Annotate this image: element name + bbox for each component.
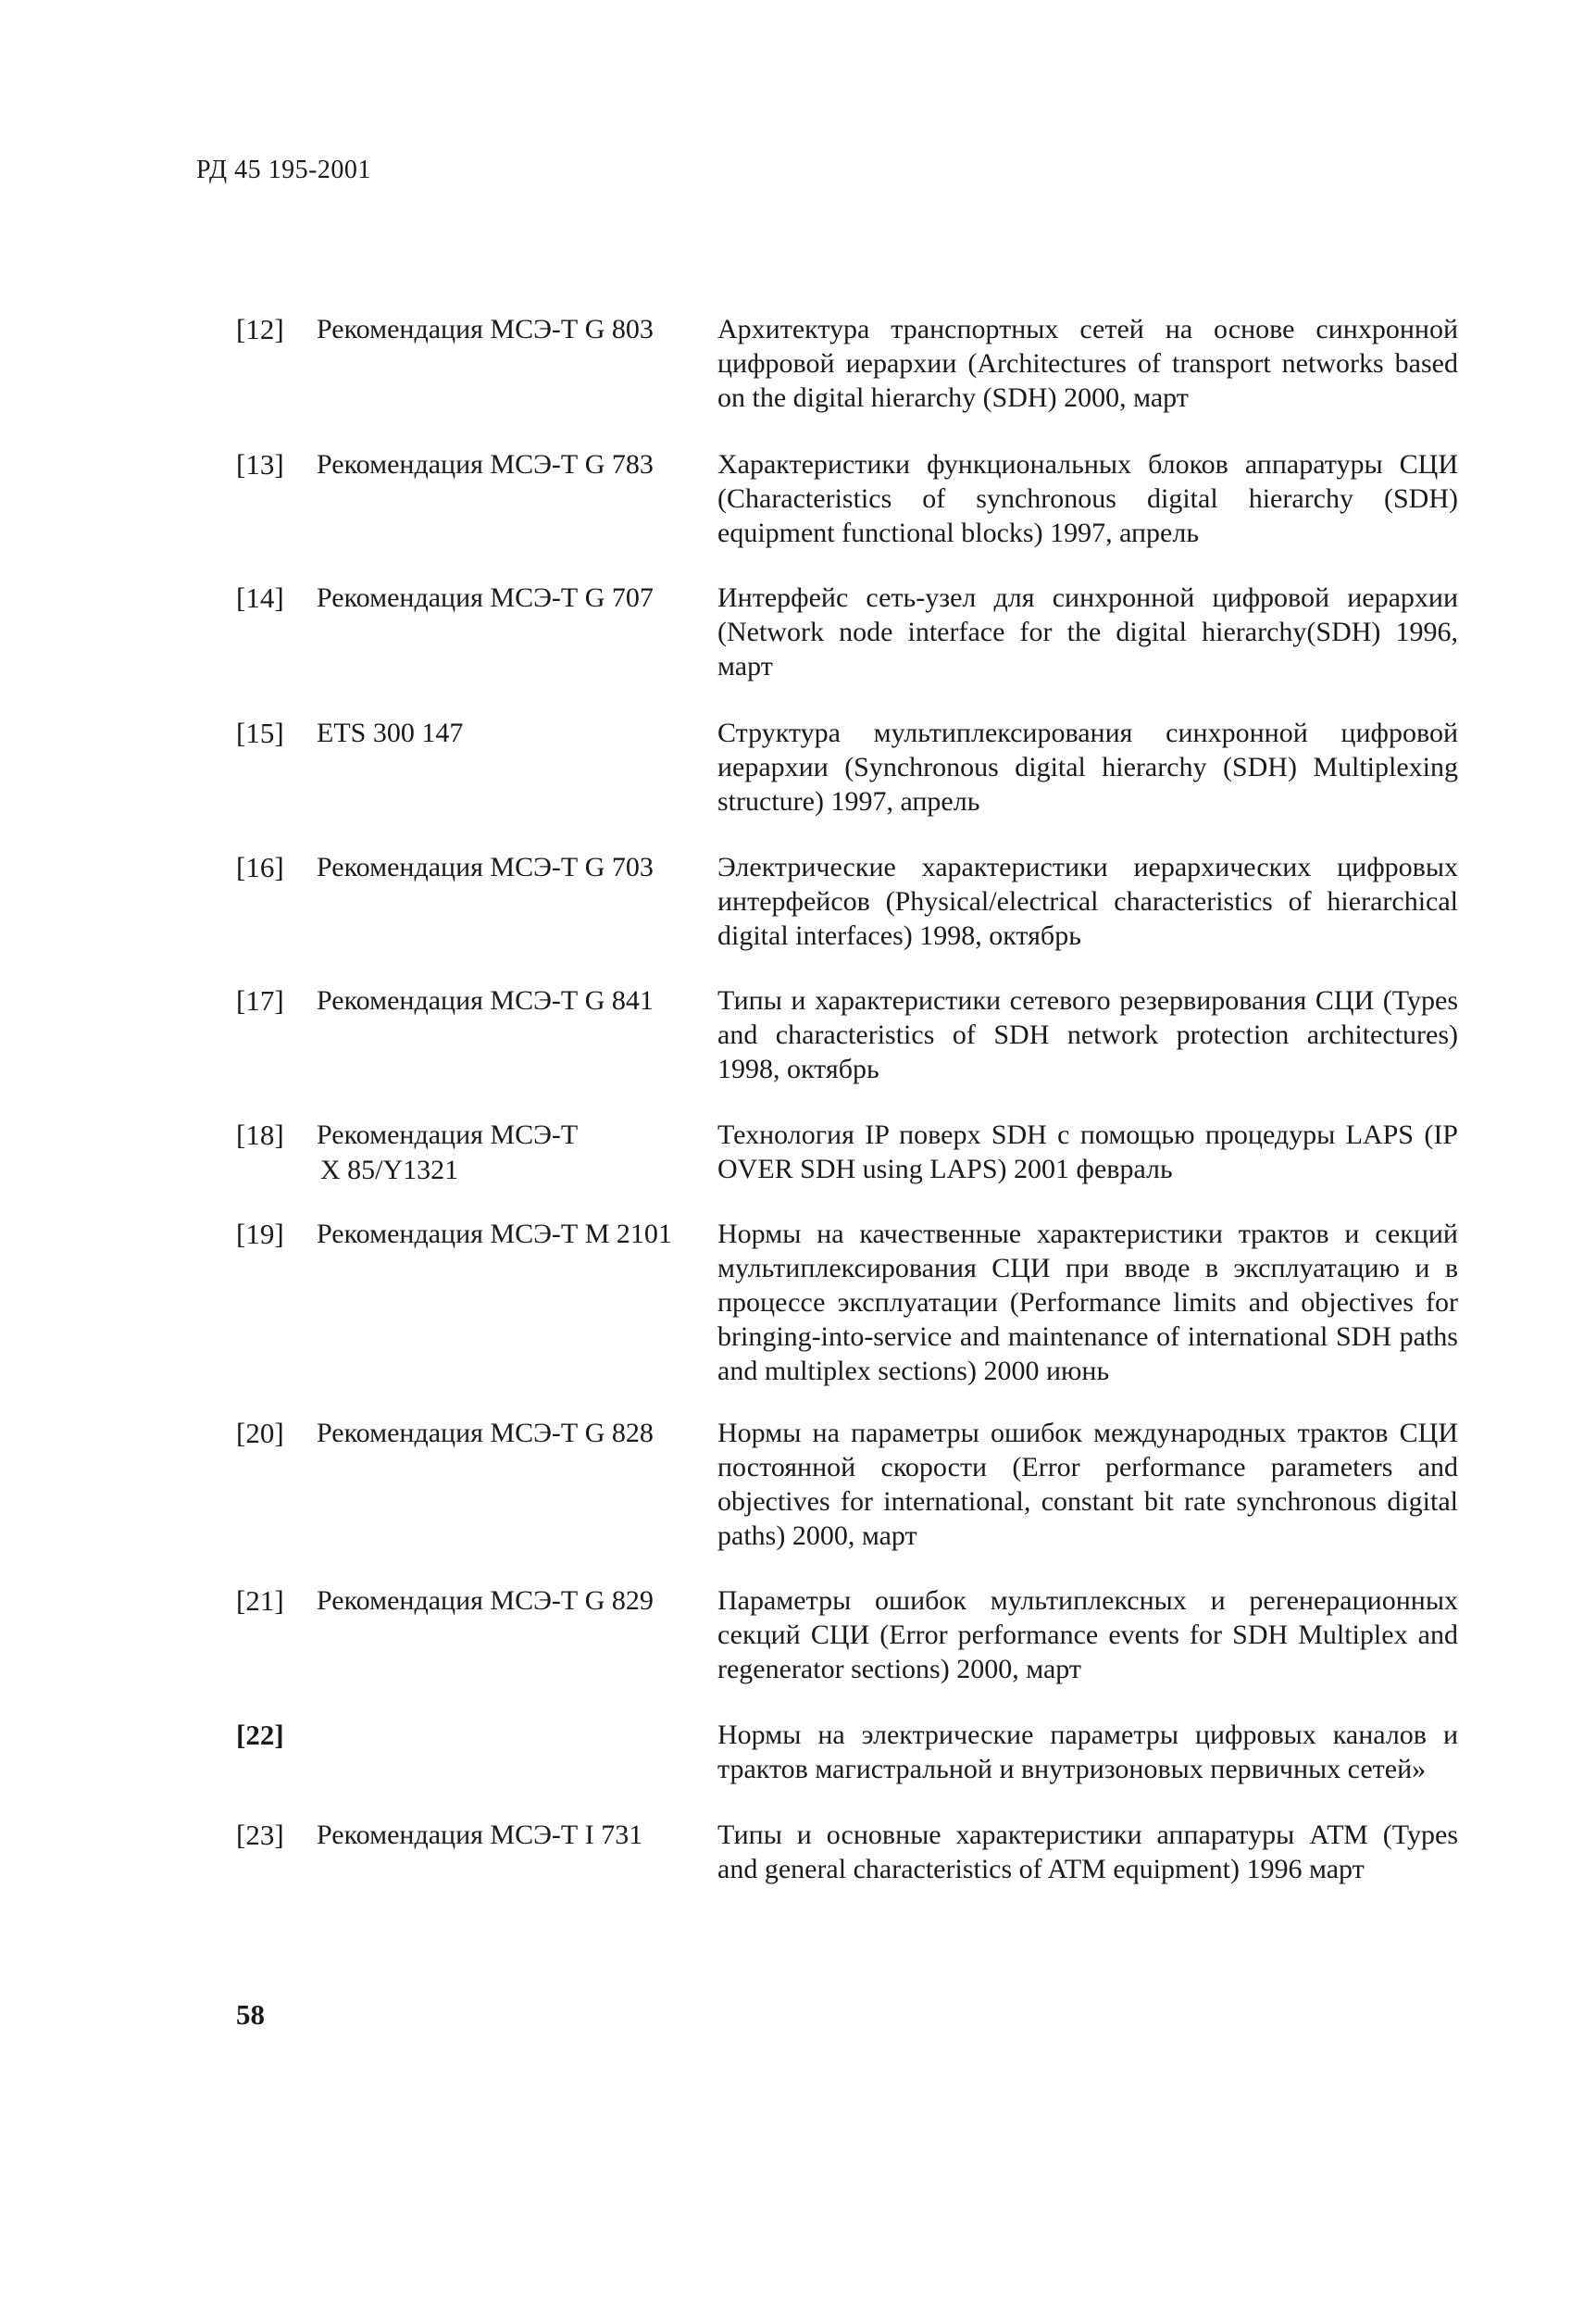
reference-source-line: Рекомендация МСЭ-Т G 783 — [317, 449, 654, 480]
reference-number: [21] — [236, 1584, 284, 1617]
reference-source — [317, 312, 687, 347]
reference-description: Нормы на качественные характеристики трактов и секций мультиплексирования СЦИ при вводе в эксплуатацию и в процессе эксплуатации (Performance limits and objectives for bringing-into-service and maintenance of international SDH paths and multiplex sections) 2000 июнь — [717, 1219, 1458, 1386]
reference-source — [317, 1583, 687, 1619]
page-number: 58 — [236, 1998, 265, 2031]
reference-number: [14] — [236, 582, 284, 614]
reference-number: [23] — [236, 1819, 284, 1851]
reference-description: Нормы на параметры ошибок международных трактов СЦИ постоянной скорости (Error performance parameters and objectives for international, constant bit rate synchronous digital paths) 2000, март — [717, 1418, 1458, 1551]
reference-source-line: ETS 300 147 — [317, 718, 464, 748]
reference-source — [317, 1818, 687, 1853]
reference-description: Типы и характеристики сетевого резервирования СЦИ (Types and characteristics of SDH network protection architectures) 1998, октябрь — [717, 985, 1458, 1084]
reference-description: Интерфейс сеть-узел для синхронной цифровой иерархии (Network node interface for the digital hierarchy(SDH) 1996, март — [717, 582, 1458, 682]
reference-description: Структура мультиплексирования синхронной цифровой иерархии (Synchronous digital hierarchy (SDH) Multiplexing structure) 1997, апрель — [717, 718, 1458, 817]
reference-number: [20] — [236, 1417, 284, 1449]
reference-source — [317, 1416, 687, 1451]
reference-description: Нормы на электрические параметры цифровых каналов и трактов магистральной и внутризоновых первичных сетей» — [717, 1720, 1458, 1784]
reference-source — [317, 447, 687, 482]
reference-description: Архитектура транспортных сетей на основе синхронной цифровой иерархии (Architectures of transport networks based on the digital hierarchy (SDH) 2000, март — [717, 314, 1458, 413]
reference-source — [317, 1118, 687, 1188]
reference-source-line: Рекомендация МСЭ-Т I 731 — [317, 1820, 643, 1850]
reference-source-line: Рекомендация МСЭ-Т М 2101 — [317, 1219, 672, 1249]
reference-source — [317, 850, 687, 885]
reference-source-line: Рекомендация МСЭ-Т G 828 — [317, 1418, 654, 1448]
reference-source — [317, 581, 687, 616]
reference-source-line: Рекомендация МСЭ-Т — [317, 1119, 579, 1150]
reference-source — [317, 983, 687, 1019]
document-code: РД 45 195-2001 — [196, 156, 371, 184]
reference-source-line: Рекомендация МСЭ-Т G 841 — [317, 985, 654, 1016]
reference-source-line: Рекомендация МСЭ-Т G 829 — [317, 1585, 654, 1616]
reference-number: [18] — [236, 1119, 284, 1151]
reference-number: [17] — [236, 984, 284, 1017]
reference-number: [22] — [236, 1719, 284, 1751]
reference-number: [19] — [236, 1218, 284, 1250]
reference-source — [317, 1217, 687, 1252]
reference-source-line: Рекомендация МСЭ-Т G 803 — [317, 314, 654, 344]
reference-description: Типы и основные характеристики аппаратуры АТМ (Types and general characteristics of ATM equipment) 1996 март — [717, 1820, 1458, 1884]
reference-source-line: Рекомендация МСЭ-Т G 707 — [317, 582, 654, 613]
reference-description: Электрические характеристики иерархических цифровых интерфейсов (Physical/electrical characteristics of hierarchical digital interfaces) 1998, октябрь — [717, 852, 1458, 951]
reference-number: [13] — [236, 448, 284, 481]
reference-source-line: X 85/Y1321 — [320, 1155, 459, 1185]
reference-description: Параметры ошибок мультиплексных и регенерационных секций СЦИ (Error performance events for SDH Multiplex and regenerator sections) 2000, март — [717, 1585, 1458, 1684]
reference-description: Технология IP поверх SDH с помощью процедуры LAPS (IP OVER SDH using LAPS) 2001 февраль — [717, 1119, 1458, 1184]
reference-number: [16] — [236, 851, 284, 883]
reference-number: [12] — [236, 313, 284, 345]
reference-source-line: Рекомендация МСЭ-Т G 703 — [317, 852, 654, 882]
reference-source — [317, 716, 687, 751]
reference-number: [15] — [236, 717, 284, 749]
reference-description: Характеристики функциональных блоков аппаратуры СЦИ (Characteristics of synchronous digital hierarchy (SDH) equipment functional blocks) 1997, апрель — [717, 449, 1458, 548]
